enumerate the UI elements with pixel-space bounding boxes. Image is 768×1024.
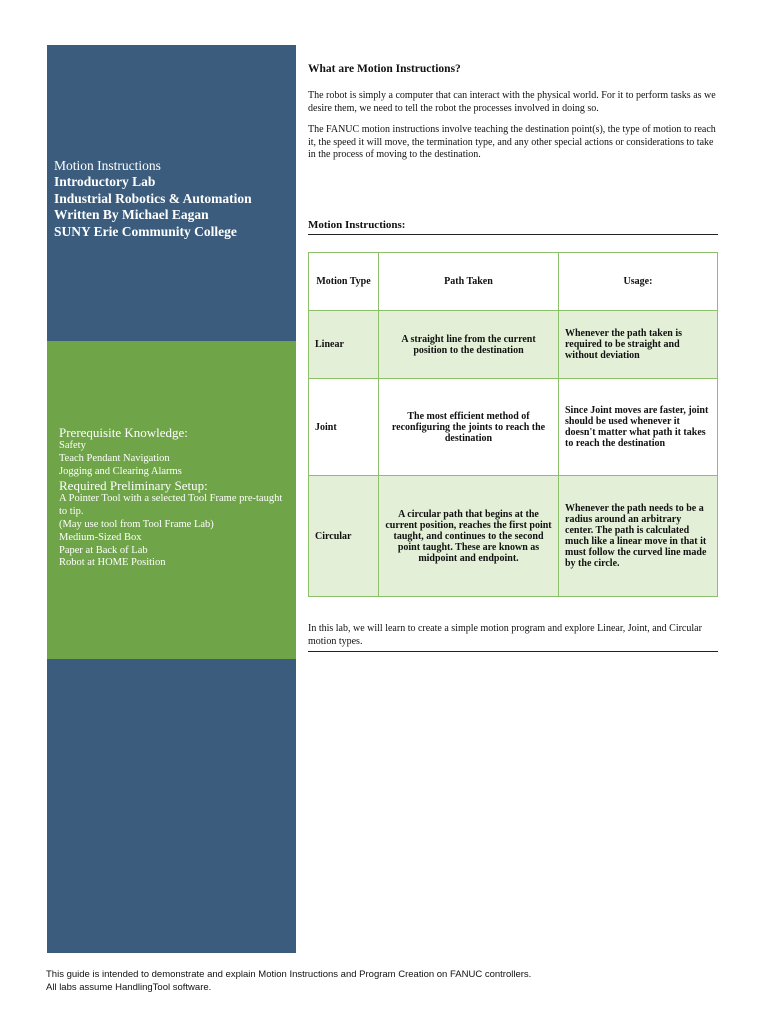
path-cell: A circular path that begins at the current position, reaches the first point taught, and continues to the second point taught. These are known as midpoint and endpoint. [379,476,559,597]
column-header: Usage: [559,253,718,311]
page-footer [46,968,746,994]
table-header-row [309,253,718,311]
prerequisites-block [59,425,287,570]
intro-paragraph: The robot is simply a computer that can interact with the physical world. For it to perform tasks as we desire them, we need to tell the robot the processes involved in doing so. [308,90,716,114]
setup-item: Robot at HOME Position [59,557,166,569]
motion-type-cell: Linear [309,311,379,379]
intro-paragraph: The FANUC motion instructions involve teaching the destination point(s), the type of motion to reach it, the speed it will move, the termination type, and any other special actions or considerations to take in the process of moving to the destination. [308,124,716,160]
column-header: Path Taken [379,253,559,311]
intro-section [308,62,718,171]
table-row [309,311,718,379]
path-cell: A straight line from the current position to the destination [379,311,559,379]
setup-item: (May use tool from Tool Frame Lab) [59,518,214,530]
setup-heading: Required Preliminary Setup: [59,478,208,494]
motion-type-cell: Circular [309,476,379,597]
prereq-item: Safety [59,440,86,451]
path-cell: The most efficient method of reconfiguring the joints to reach the destination [379,379,559,476]
prereq-item: Jogging and Clearing Alarms [59,465,182,477]
author: Written By Michael Eagan [54,207,209,222]
table-heading: Motion Instructions: [308,219,718,235]
lab-title-block [54,158,294,240]
closing-paragraph: In this lab, we will learn to create a simple motion program and explore Linear, Joint, and Circular motion types. [308,623,718,652]
usage-cell: Since Joint moves are faster, joint should be used whenever it doesn't matter what path it takes to reach the destination [559,379,718,476]
setup-item: Medium-Sized Box [59,531,142,543]
motion-types-table [308,252,718,597]
footer-line: All labs assume HandlingTool software. [46,982,212,993]
table-row [309,476,718,597]
setup-item: A Pointer Tool with a selected Tool Frame pre-taught to tip. [59,493,283,518]
section-title: What are Motion Instructions? [308,63,461,75]
course-name: Industrial Robotics & Automation [54,190,252,206]
footer-line: This guide is intended to demonstrate and explain Motion Instructions and Program Creation on FANUC controllers. [46,969,532,980]
institution: SUNY Erie Community College [54,223,237,239]
usage-cell: Whenever the path needs to be a radius around an arbitrary center. The path is calculated much like a linear move in that it must follow the curved line made by the circle. [559,476,718,597]
usage-cell: Whenever the path taken is required to be straight and without deviation [559,311,718,379]
lab-subject: Motion Instructions [54,158,161,173]
prereq-heading: Prerequisite Knowledge: [59,425,188,440]
motion-type-cell: Joint [309,379,379,476]
setup-item: Paper at Back of Lab [59,544,148,556]
prereq-item: Teach Pendant Navigation [59,452,170,464]
lab-type: Introductory Lab [54,174,156,189]
column-header: Motion Type [309,253,379,311]
table-row [309,379,718,476]
